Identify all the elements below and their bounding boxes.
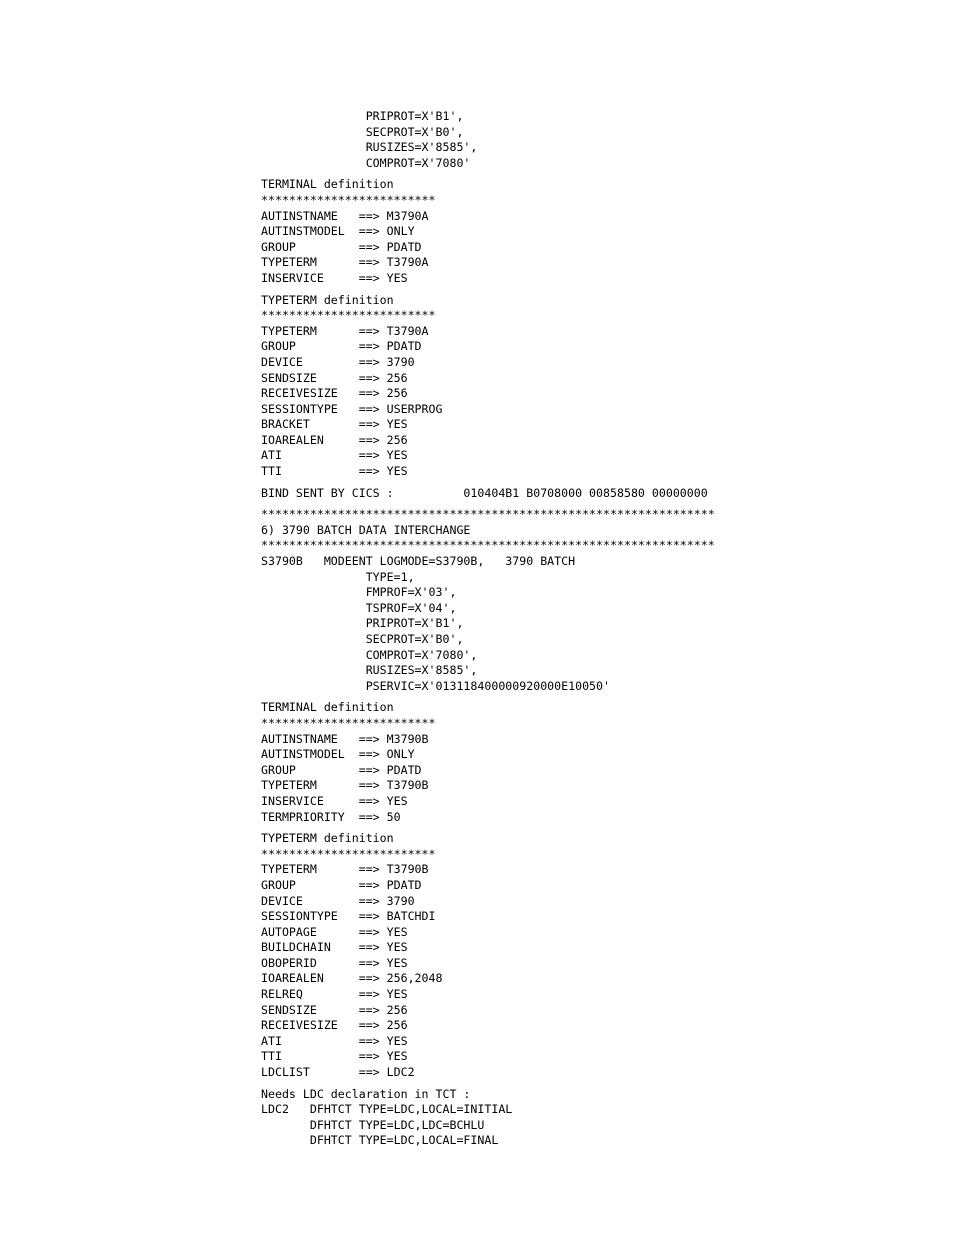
code-line: Needs LDC declaration in TCT :	[261, 1086, 471, 1101]
code-line: SESSIONTYPE ==> BATCHDI	[261, 909, 436, 924]
code-line: *************************	[261, 715, 436, 730]
code-line: SECPROT=X'B0',	[261, 124, 464, 139]
code-line: PRIPROT=X'B1',	[261, 109, 464, 123]
code-line: RELREQ ==> YES	[261, 987, 408, 1002]
code-line: TYPETERM ==> T3790A	[261, 323, 429, 338]
code-line: OBOPERID ==> YES	[261, 955, 408, 970]
code-line: TERMINAL definition	[261, 700, 394, 715]
code-line: GROUP ==> PDATD	[261, 239, 422, 254]
code-line: COMPROT=X'7080',	[261, 647, 478, 662]
code-block	[261, 831, 941, 1081]
code-line: TTI ==> YES	[261, 464, 408, 479]
code-line: *************************	[261, 846, 436, 861]
code-line: DFHTCT TYPE=LDC,LDC=BCHLU	[261, 1117, 485, 1132]
code-line: BRACKET ==> YES	[261, 417, 408, 432]
code-line: RECEIVESIZE ==> 256	[261, 1018, 408, 1033]
code-line: COMPROT=X'7080'	[261, 155, 471, 170]
code-line: SECPROT=X'B0',	[261, 632, 464, 646]
code-block	[261, 507, 941, 694]
code-block	[261, 486, 941, 502]
code-line: *************************	[261, 308, 436, 323]
code-line: RUSIZES=X'8585',	[261, 663, 478, 678]
code-line: AUTOPAGE ==> YES	[261, 924, 408, 939]
code-line: DEVICE ==> 3790	[261, 354, 415, 369]
code-block	[261, 109, 941, 171]
code-line: SENDSIZE ==> 256	[261, 1002, 408, 1017]
code-line: AUTINSTMODEL ==> ONLY	[261, 224, 415, 239]
code-line: TSPROF=X'04',	[261, 600, 457, 615]
document-body	[261, 109, 941, 1149]
code-line: 6) 3790 BATCH DATA INTERCHANGE	[261, 522, 471, 537]
code-line: PRIPROT=X'B1',	[261, 616, 464, 631]
code-line: RECEIVESIZE ==> 256	[261, 386, 408, 401]
code-line: INSERVICE ==> YES	[261, 793, 408, 808]
code-line: *************************	[261, 192, 436, 207]
code-line: TYPETERM ==> T3790B	[261, 778, 429, 793]
code-block	[261, 1087, 941, 1149]
code-block	[261, 293, 941, 480]
code-line: IOAREALEN ==> 256,2048	[261, 971, 443, 986]
code-line: SENDSIZE ==> 256	[261, 370, 408, 385]
code-line: LDC2 DFHTCT TYPE=LDC,LOCAL=INITIAL	[261, 1102, 513, 1117]
code-line: GROUP ==> PDATD	[261, 339, 422, 354]
code-line: TERMPRIORITY ==> 50	[261, 809, 401, 824]
code-block	[261, 177, 941, 286]
code-line: TYPE=1,	[261, 569, 415, 584]
code-line: TYPETERM definition	[261, 831, 394, 846]
code-line: S3790B MODEENT LOGMODE=S3790B, 3790 BATCH	[261, 554, 576, 569]
code-line: BUILDCHAIN ==> YES	[261, 940, 408, 955]
code-line: LDCLIST ==> LDC2	[261, 1065, 415, 1080]
code-line: GROUP ==> PDATD	[261, 762, 422, 777]
code-line: GROUP ==> PDATD	[261, 877, 422, 892]
code-line: AUTINSTNAME ==> M3790B	[261, 731, 429, 746]
code-line: *****************************************************************	[261, 507, 715, 522]
code-line: DFHTCT TYPE=LDC,LOCAL=FINAL	[261, 1133, 499, 1148]
code-line: TYPETERM ==> T3790B	[261, 862, 429, 877]
code-line: INSERVICE ==> YES	[261, 270, 408, 285]
code-line: PSERVIC=X'013118400000920000E10050'	[261, 678, 611, 693]
code-line: RUSIZES=X'8585',	[261, 140, 478, 155]
code-line: TYPETERM ==> T3790A	[261, 255, 429, 270]
code-line: AUTINSTMODEL ==> ONLY	[261, 747, 415, 762]
code-line: TTI ==> YES	[261, 1049, 408, 1064]
code-line: ATI ==> YES	[261, 1033, 408, 1048]
code-line: AUTINSTNAME ==> M3790A	[261, 208, 429, 223]
code-line: TERMINAL definition	[261, 177, 394, 192]
code-line: DEVICE ==> 3790	[261, 893, 415, 908]
code-line: FMPROF=X'03',	[261, 585, 457, 600]
code-line: SESSIONTYPE ==> USERPROG	[261, 401, 443, 416]
code-block	[261, 700, 941, 825]
code-line: BIND SENT BY CICS : 010404B1 B0708000 00858580 00000000	[261, 485, 708, 500]
code-line: TYPETERM definition	[261, 292, 394, 307]
code-line: *****************************************************************	[261, 538, 715, 553]
code-line: IOAREALEN ==> 256	[261, 432, 408, 447]
code-line: ATI ==> YES	[261, 448, 408, 463]
